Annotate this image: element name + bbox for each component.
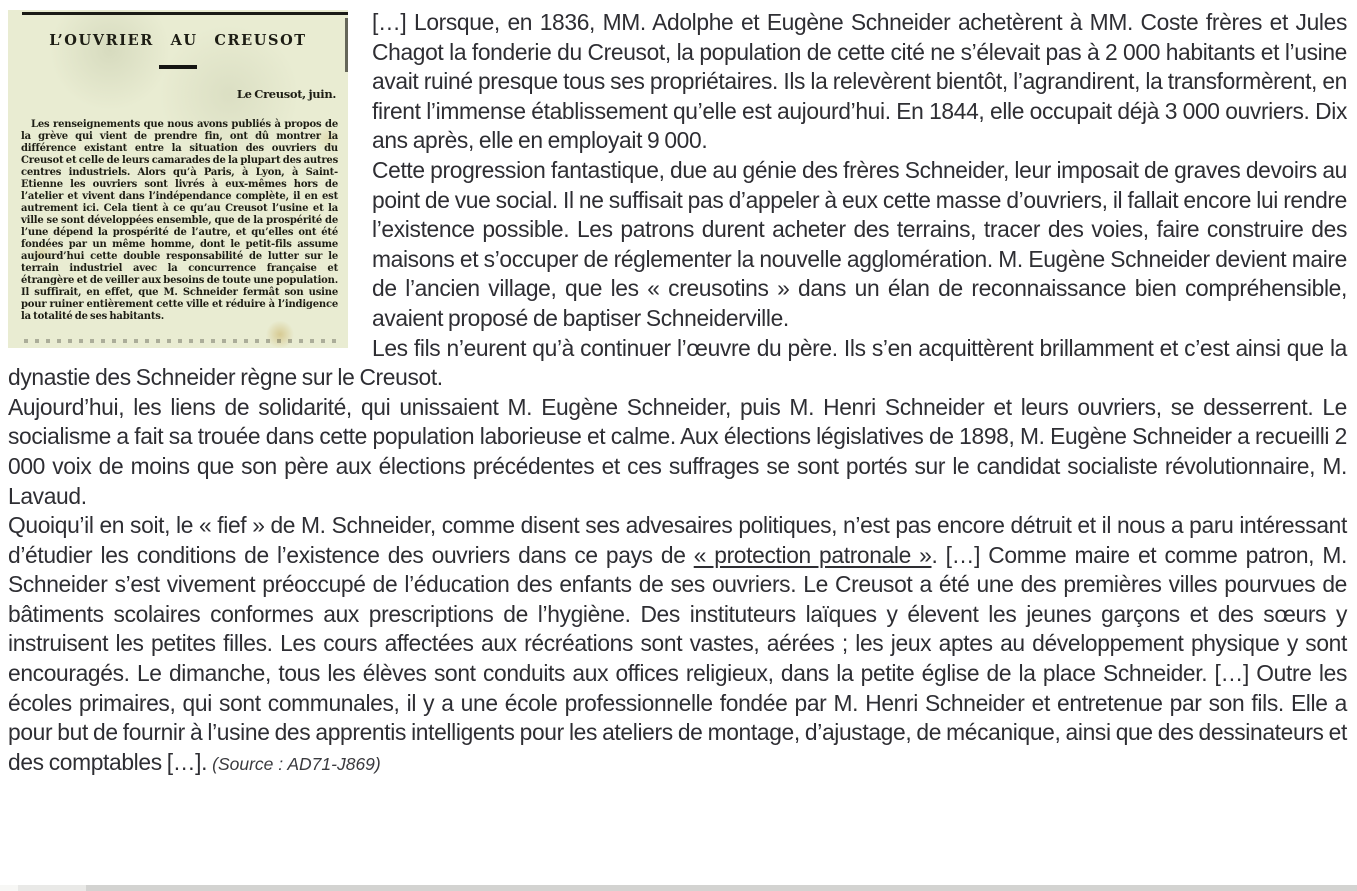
horizontal-scrollbar[interactable] xyxy=(0,885,1357,891)
paragraph-2: Cette progression fantastique, due au génie des frères Schneider, leur imposait de graves devoirs au point de vue social. Il ne suffisait pas d’appeler à eux cette masse d’ouvriers, il fallait encore lui rendre l’existence possible. Les patrons durent acheter des terrains, tracer des voies, faire construire des maisons et s’occuper de réglementer la nouvelle agglomération. M. Eugène Schneider devient maire de l’ancien village, que les « creusotins » dans un élan de reconnaissance bien compréhensible, avaient proposé de baptiser Schneiderville. xyxy=(372,156,1347,331)
paragraph-5-text-before: Quoiqu’il en soit, le « fief » de M. Schneider, comme disent ses advesaires politiques, n’est pas encore détruit et il nous a paru intéressant d’étudier les conditions de l’existence des ouvriers dans ce pays de xyxy=(8,512,1347,568)
paragraph-5 xyxy=(8,511,1347,779)
clipping-cutoff-line xyxy=(24,339,336,343)
paragraph-4: Aujourd’hui, les liens de solidarité, qui unissaient M. Eugène Schneider, puis M. Henri Schneider et leurs ouvriers, se desserrent. Le socialisme a fait sa trouée dans cette population laborieuse et calme. Aux élections législatives de 1898, M. Eugène Schneider a recueilli 2 000 voix de moins que son père aux élections précédentes et ces suffrages se sont portés sur le candidat socialiste révolutionnaire, M. Lavaud. xyxy=(8,393,1347,509)
clipping-dateline: Le Creusot, juin. xyxy=(236,86,336,101)
paragraph-3: Les fils n’eurent qu’à continuer l’œuvre du père. Ils s’en acquittèrent brillamment et c’est ainsi que la dynastie des Schneider règne sur le Creusot. xyxy=(8,334,1347,391)
clipping-title-rule xyxy=(159,65,197,69)
source-citation: (Source : AD71-J869) xyxy=(212,753,381,774)
scrollbar-corner xyxy=(0,885,18,891)
paragraph-5-text-after: . […] Comme maire et comme patron, M. Schneider s’est vivement préoccupé de l’éducation des enfants de ses ouvriers. Le Creusot a été une des premières villes pourvues de bâtiments scolaires conformes aux prescriptions de l’hygiène. Des instituteurs laïques y élevent les jeunes garçons et des sœurs y instruisent les petites filles. Les cours affectées aux récréations sont vastes, aérées ; les jeux aptes au développement physique y sont encouragés. Le dimanche, tous les élèves sont conduits aux offices religieux, dans la petite église de la place Schneider. […] Outre les écoles primaires, qui sont communales, il y a une école professionnelle fondée par M. Henri Schneider et entretenue par son fils. Elle a pour but de fournir à l’usine des apprentis intelligents pour les ateliers de montage, d’ajustage, de mécanique, ainsi que des dessinateurs et des comptables […]. xyxy=(8,541,1347,775)
clipping-top-edge xyxy=(22,12,348,15)
newspaper-clipping xyxy=(8,10,348,348)
paragraph-1: […] Lorsque, en 1836, MM. Adolphe et Eugène Schneider achetèrent à MM. Coste frères et Jules Chagot la fonderie du Creusot, la population de cette cité ne s’élevait pas à 2 000 habitants et l’usine avait ruiné presque tous ses propriétaires. Ils la relevèrent bientôt, l’agrandirent, la transformèrent, en firent l’immense établissement qu’elle est aujourd’hui. En 1844, elle occupait déjà 3 000 ouvriers. Dix ans après, elle en employait 9 000. xyxy=(372,9,1347,154)
clipping-right-edge-mark xyxy=(345,18,348,72)
clipping-body: Les renseignements que nous avons publiés à propos de la grève qui vient de prendre fin, ont dû montrer la différence existant entre la situation des ouvriers du Creusot et celle de leurs camarades de la plupart des autres centres industriels. Alors qu’à Paris, à Lyon, à Saint-Etienne les ouvriers sont livrés à eux-mêmes hors de l’atelier et vivent dans l’indépendance complète, il en est autrement ici. Cela tient à ce qu’au Creusot l’usine et la ville se sont développées ensemble, que de la prospérité de l’une dépend la prospérité de l’autre, et qu’elles ont été fondées par un même homme, dont le petit-fils assume aujourd’hui cette double responsabilité de lutter sur le terrain industriel avec la concurrence française et étrangère et de veiller aux besoins de toute une population. Il suffirait, en effet, que M. Schneider fermât son usine pour ruiner entièrement cette ville et réduire à l’indigence la totalité de ses habitants. xyxy=(21,119,338,323)
underlined-phrase: « protection patronale » xyxy=(693,541,932,568)
clipping-title: L’OUVRIER AU CREUSOT xyxy=(49,32,307,49)
scrollbar-thumb[interactable] xyxy=(18,885,86,891)
